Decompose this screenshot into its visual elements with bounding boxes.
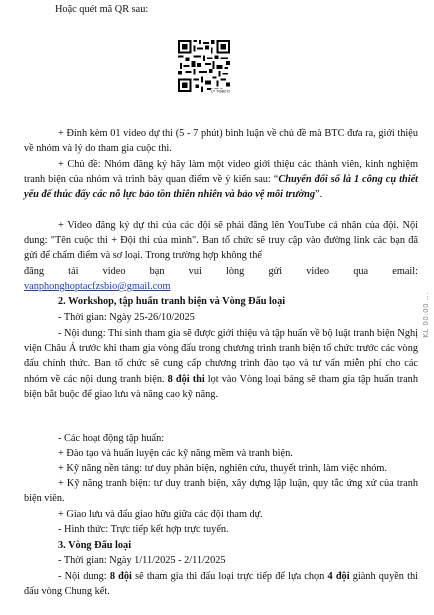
section-3-content: [24, 569, 418, 599]
activity-2: + Kỹ năng nền tảng: tư duy phản biện, nghiên cứu, thuyết trình, làm việc nhóm.: [58, 463, 387, 474]
email-line: [24, 279, 418, 294]
item-attach-video: + Đính kèm 01 video dự thi (5 - 7 phút) bình luận về chủ đề mà BTC đưa ra, giới thiệu về nhóm và lý do tham gia cuộc thi.: [24, 128, 418, 155]
activity-1: + Đào tạo và huấn luyện các kỹ năng mềm và tranh biện.: [58, 448, 293, 459]
item-youtube: [24, 218, 418, 264]
activities-title: - Các hoạt động tập huấn:: [58, 433, 165, 444]
item-topic: [24, 157, 418, 203]
qr-caption: LT TGBCO: [210, 89, 230, 94]
topic-quote: Chuyển đổi số là 1 công cụ thiết yếu để thúc đẩy các nỗ lực bảo tồn thiên nhiên và bảo vệ môi trường: [24, 174, 418, 201]
format-line: - Hình thức: Trực tiếp kết hợp trực tuyến.: [58, 524, 229, 535]
email-link[interactable]: vanphonghoptacfzsbio@gmail.com: [24, 281, 171, 292]
section-3-bold-4: 4 đội: [327, 571, 350, 582]
section-2-time: - Thời gian: Ngày 25-26/10/2025: [58, 312, 195, 323]
section-3-bold-8: 8 đội: [109, 571, 132, 582]
section-2-title: 2. Workshop, tập huấn tranh biện và Vòng Đấu loại: [58, 296, 286, 307]
qr-code[interactable]: [176, 38, 232, 94]
section-2-content-text: - Nội dung: Thí sinh tham gia sẽ được giới thiệu và tập huấn về bộ luật tranh biện Nghị viện Châu Á trước khi tham gia vòng đấu trong chương trình tranh biện tổ chức trước các vòng đấu chính thức. Ban tổ chức sẽ cung cấp chương trình đào tạo và tư vấn miễn phí cho các nhóm về các nội dung tranh biện.: [24, 328, 418, 385]
side-margin-text: KL 00:00 ...: [422, 292, 430, 338]
item-youtube-last-line: đăng tải video bạn vui lòng gửi video qua email:: [24, 266, 418, 277]
topic-text: + Chủ đề: Nhóm đăng ký hãy làm một video giới thiệu các thành viên, kinh nghiệm tranh biện của nhóm và trình bày quan điểm về ý kiến sau: “: [24, 159, 418, 186]
topic-end: ”.: [315, 189, 323, 201]
youtube-text: + Video đăng ký dự thi của các đội sẽ phải đăng lên YouTube cá nhân của đội. Nội dung: "Tên cuộc thi + Đội thi của mình". Ban tổ chức sẽ truy cập vào đường link các bạn đã gửi để chấm điểm và sơ loại. Trong trường hợp không thể: [24, 220, 418, 262]
section-2-content-rest: lọt vào Vòng loại bảng sẽ tham gia tập huấn tranh biện bắt buộc để giao lưu và nâng cao kỹ năng.: [24, 373, 418, 400]
section-3-content-mid: sẽ tham gia thi đấu loại trực tiếp để lựa chọn: [131, 571, 328, 582]
section-3-content-text: - Nội dung:: [58, 571, 110, 582]
section-3-time: - Thời gian: Ngày 1/11/2025 - 2/11/2025: [58, 555, 226, 566]
section-3-content-end: giành quyền thi đấu vòng Chung kết.: [24, 571, 418, 598]
activity-4: + Giao lưu và đấu giao hữu giữa các đội tham dự.: [58, 509, 263, 520]
section-3-title: 3. Vòng Đấu loại: [58, 540, 132, 551]
qr-intro: Hoặc quét mã QR sau:: [55, 4, 149, 15]
section-2-teams-bold: 8 đội thi: [167, 373, 205, 385]
section-2-content: [24, 326, 418, 402]
activity-3: + Kỹ năng tranh biện: tư duy tranh biện, xây dựng lập luận, quy tắc ứng xử của tranh biện viên.: [24, 478, 418, 505]
